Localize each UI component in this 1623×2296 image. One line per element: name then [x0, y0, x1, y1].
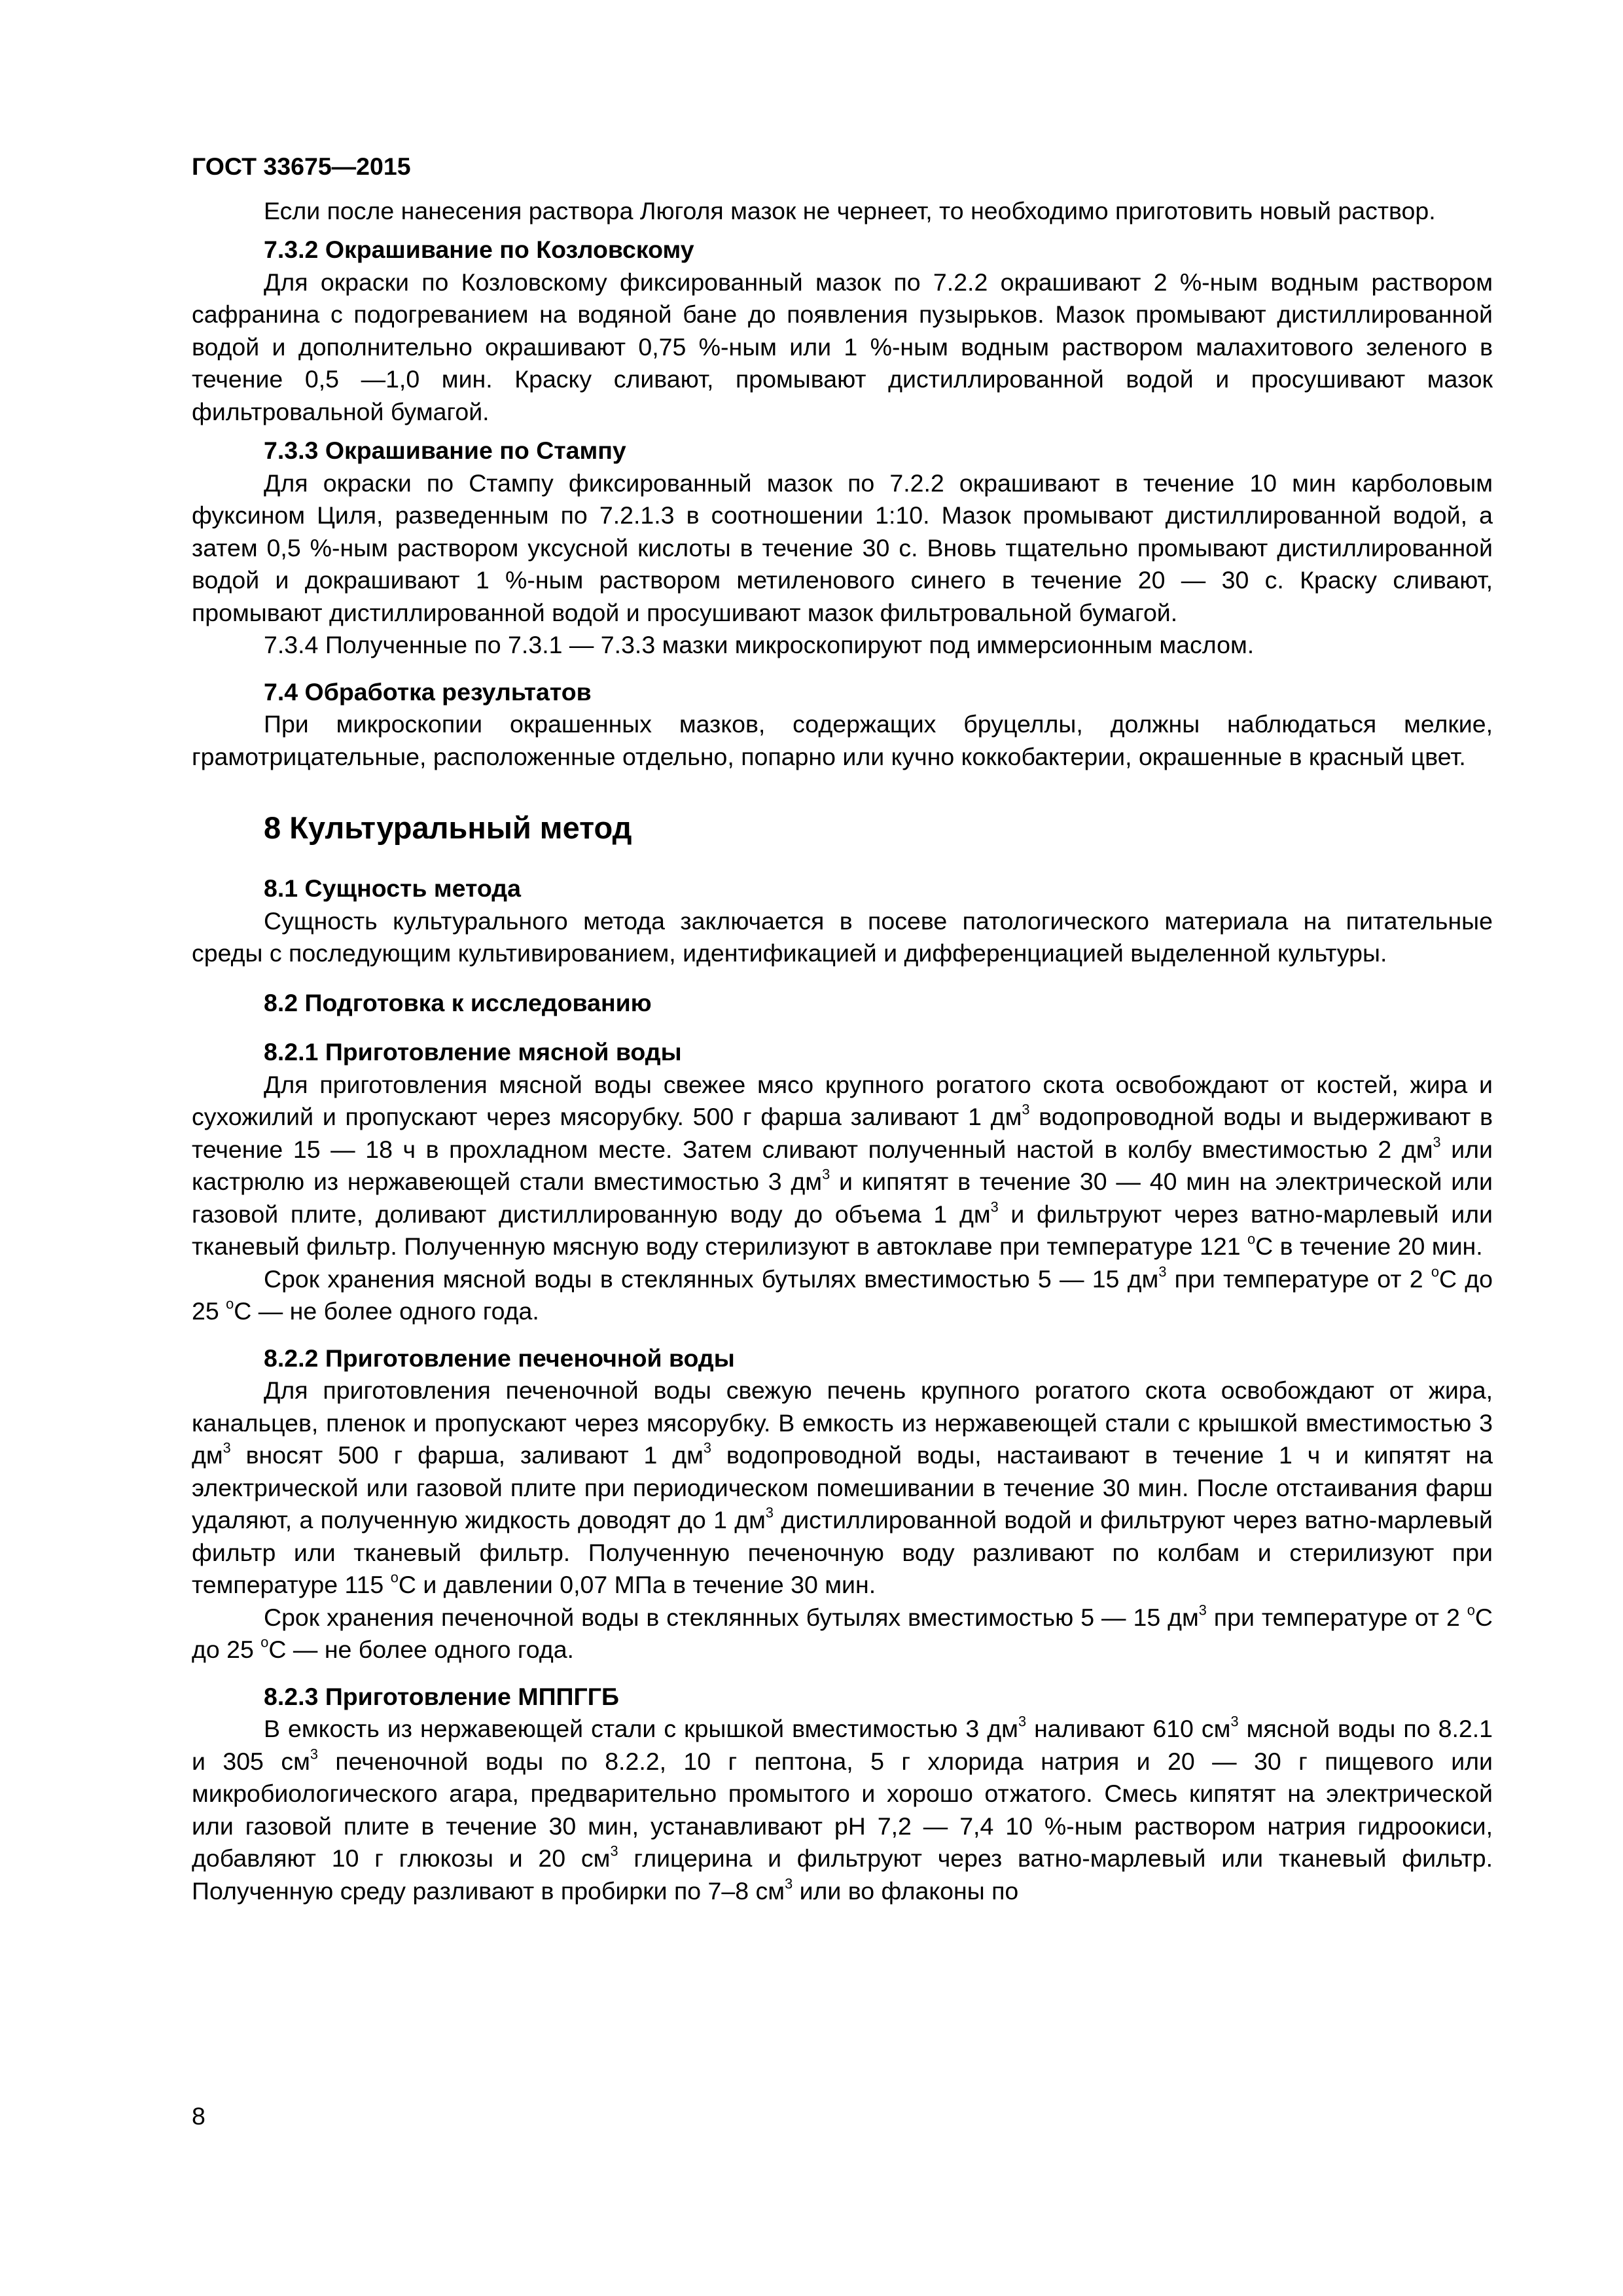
paragraph-7-4: При микроскопии окрашенных мазков, содержащих бруцеллы, должны наблюдаться мелкие, грамотрицательные, расположенные отдельно, попарно или кучно коккобактерии, окрашенные в красный цвет. — [192, 710, 1493, 770]
page-number: 8 — [192, 2102, 205, 2130]
paragraph-8-2-1-b: Срок хранения мясной воды в стеклянных бутылях вместимостью 5 — 15 $дм^3$ при температуре от 2 $^o$C до 25 $^o$C — не более одного года. — [192, 1263, 1493, 1325]
paragraph-8-2-2-a: Для приготовления печеночной воды свежую печень крупного рогатого скота освобождают от жира, канальцев, пленок и пропускают через мясорубку. В емкость из нержавеющей стали с крышкой вместимостью 3 $дм^3$ вносят 500 г фарша, заливают 1 $дм^3$ водопроводной воды, настаивают в течение 1 ч и кипятят на электрической или газовой плите при периодическом помешивании в течение 30 мин. После отстаивания фарш удаляют, а полученную жидкость доводят до 1 $дм^3$ дистиллированной водой и фильтруют через ватно-марлевый фильтр или тканевый фильтр. Полученную печеночную воду разливают по колбам и стерилизуют при температуре 115 $^o$C и давлении 0,07 МПа в течение 30 мин. — [192, 1376, 1493, 1598]
heading-8-2-3: 8.2.3 Приготовление МППГГБ — [264, 1682, 619, 1710]
heading-8-2: 8.2 Подготовка к исследованию — [264, 988, 652, 1016]
intro-paragraph: Если после нанесения раствора Люголя мазок не чернеет, то необходимо приготовить новый раствор. — [264, 196, 1436, 224]
paragraph-7-3-2: Для окраски по Козловскому фиксированный мазок по 7.2.2 окрашивают 2 %-ным водным раствором сафранина с подогреванием на водяной бане до появления пузырьков. Мазок промывают дистиллированной водой и дополнительно окрашивают 0,75 %-ным или 1 %-ным водным раствором малахитового зеленого в течение 0,5 —1,0 мин. Краску сливают, промывают дистиллированной водой и просушивают мазок фильтровальной бумагой. — [192, 268, 1493, 425]
document-header: ГОСТ 33675—2015 — [192, 152, 411, 180]
heading-7-3-3: 7.3.3 Окрашивание по Стампу — [264, 437, 626, 464]
paragraph-8-2-1-a: Для приготовления мясной воды свежее мясо крупного рогатого скота освобождают от костей, жира и сухожилий и пропускают через мясорубку. 500 г фарша заливают 1 $дм^3$ водопроводной воды и выдерживают в течение 15 — 18 ч в прохладном месте. Затем сливают полученный настой в колбу вместимостью 2 $дм^3$ или кастрюлю из нержавеющей стали вместимостью 3 $дм^3$ и кипятят в течение 30 — 40 мин на электрической или газовой плите, доливают дистиллированную воду до объема 1 $дм^3$ и фильтруют через ватно-марлевый или тканевый фильтр. Полученную мясную воду стерилизуют в автоклаве при температуре 121 $^o$C в течение 20 мин. — [192, 1070, 1493, 1260]
paragraph-8-1: Сущность культурального метода заключается в посеве патологического материала на питательные среды с последующим культивированием, идентификацией и дифференциацией выделенной культуры. — [192, 906, 1493, 967]
heading-8-2-1: 8.2.1 Приготовление мясной воды — [264, 1038, 682, 1066]
heading-7-3-2: 7.3.2 Окрашивание по Козловскому — [264, 236, 694, 263]
heading-8-2-2: 8.2.2 Приготовление печеночной воды — [264, 1344, 735, 1372]
paragraph-8-2-2-b: Срок хранения печеночной воды в стеклянных бутылях вместимостью 5 — 15 $дм^3$ при температуре от 2 $^o$C до 25 $^o$C — не более одного года. — [192, 1602, 1493, 1663]
document-page — [192, 151, 1493, 1907]
heading-8-1: 8.1 Сущность метода — [264, 874, 521, 902]
paragraph-7-3-3: Для окраски по Стампу фиксированный мазок по 7.2.2 окрашивают в течение 10 мин карболовым фуксином Циля, разведенным по 7.2.1.3 в соотношении 1:10. Мазок промывают дистиллированной водой, а затем 0,5 %-ным раствором уксусной кислоты в течение 30 с. Вновь тщательно промывают дистиллированной водой и докрашивают 1 %-ным раствором метиленового синего в течение 20 — 30 с. Краску сливают, промывают дистиллированной водой и просушивают мазок фильтровальной бумагой. — [192, 469, 1493, 626]
paragraph-8-2-3: В емкость из нержавеющей стали с крышкой вместимостью 3 $дм^3$ наливают 610 $см^3$ мясной воды по 8.2.1 и 305 $см^3$ печеночной воды по 8.2.2, 10 г пептона, 5 г хлорида натрия и 20 — 30 г пищевого или микробиологического агара, предварительно промытого и хорошо отжатого. Смесь кипятят на электрической или газовой плите в течение 30 мин, устанавливают pH 7,2 — 7,4 10 %-ным раствором натрия гидроокиси, добавляют 10 г глюкозы и 20 $см^3$ глицерина и фильтруют через ватно-марлевый или тканевый фильтр. Полученную среду разливают в пробирки по 7–8 $см^3$ или во флаконы по — [192, 1713, 1493, 1905]
section-heading-8: 8 Культуральный метод — [264, 810, 632, 845]
heading-7-4: 7.4 Обработка результатов — [264, 677, 592, 706]
paragraph-7-3-4: 7.3.4 Полученные по 7.3.1 — 7.3.3 мазки микроскопируют под иммерсионным маслом. — [264, 631, 1255, 658]
